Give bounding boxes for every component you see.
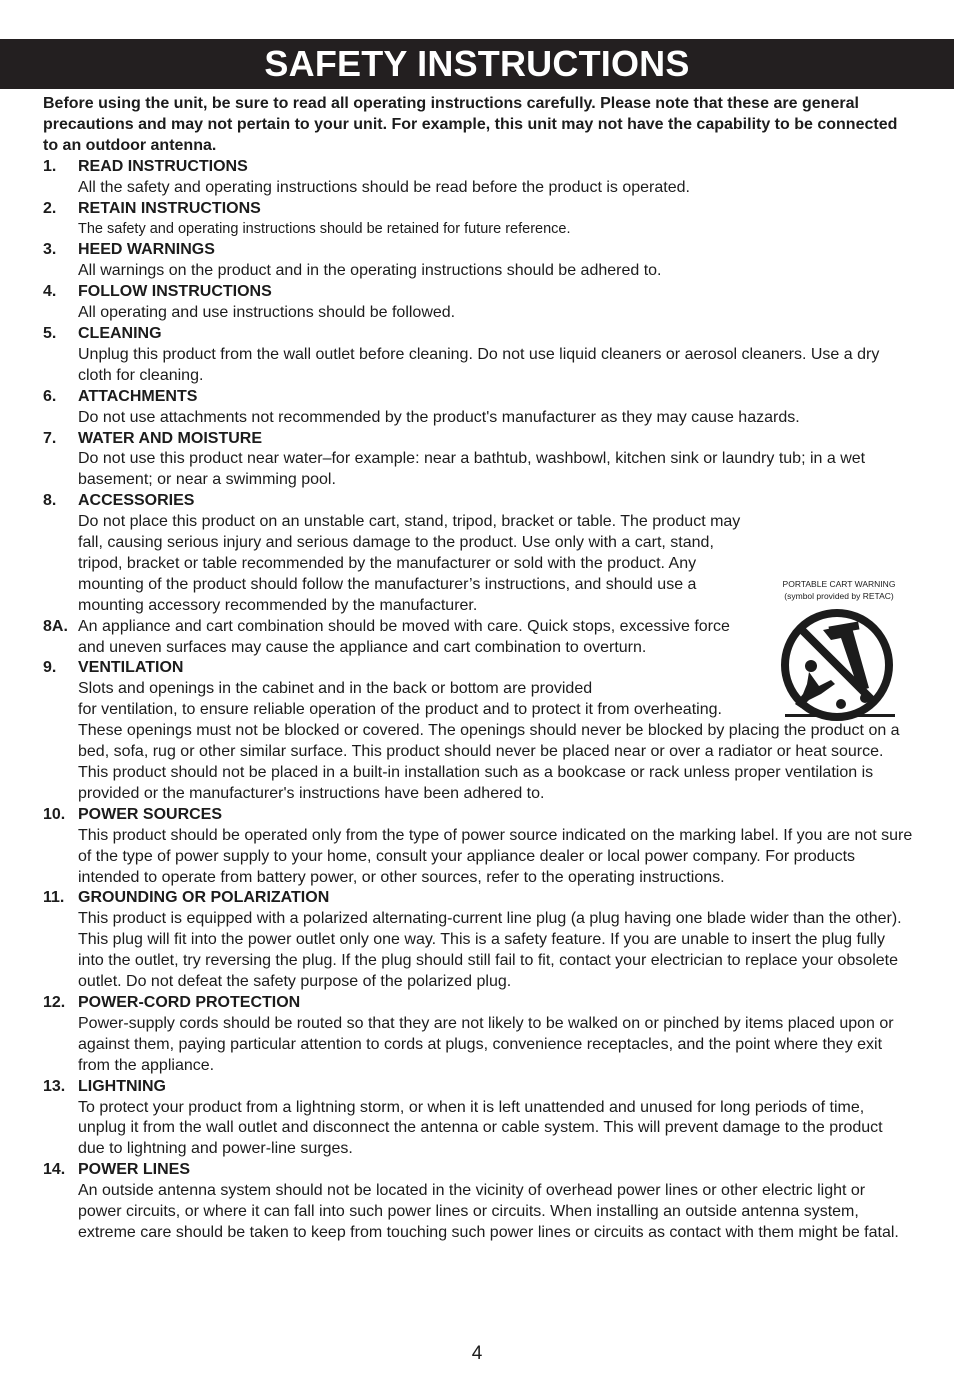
item-number: 5. (43, 324, 57, 342)
item-body: Do not use attachments not recommended by the product's manufacturer as they may cause hazards. (78, 408, 800, 426)
item-number: 9. (43, 659, 57, 677)
title-bar (0, 39, 954, 89)
item-heading: POWER-CORD PROTECTION (78, 993, 301, 1011)
item-heading: RETAIN INSTRUCTIONS (78, 199, 261, 217)
instruction-item-12 (43, 993, 913, 1077)
item-number: 8. (43, 492, 57, 510)
item-number: 11. (43, 889, 65, 907)
intro-paragraph: Before using the unit, be sure to read all operating instructions carefully. Please note that these are general precautions and may not pertain to your unit. For example, this unit may not have the capability to be connected to an outdoor antenna. (43, 95, 898, 154)
item-heading: CLEANING (78, 324, 162, 342)
item-body: Slots and openings in the cabinet and in the back or bottom are provided for ventilation, to ensure reliable operation of the product and to protect it from overheating. These openings must not be blocked or covered. The openings should never be blocked by placing the product on a bed, sofa, rug or other similar surface. This product should never be placed near or over a radiator or heat source. This product should not be placed in a built-in installation such as a bookcase or rack unless proper ventilation is provided or the manufacturer's instructions have been adhered to. (78, 680, 900, 802)
instruction-item-11 (43, 888, 913, 993)
item-body: Unplug this product from the wall outlet before cleaning. Do not use liquid cleaners or aerosol cleaners. Use a dry cloth for cleaning. (78, 345, 880, 384)
item-body: An outside antenna system should not be located in the vicinity of overhead power lines or other electric light or power circuits, or where it can fall into such power lines or circuits. When installing an outside antenna system, extreme care should be taken to keep from touching such power lines or circuits as contact with them might be fatal. (78, 1182, 899, 1241)
item-heading: ACCESSORIES (78, 492, 195, 510)
instruction-item-3 (43, 240, 913, 282)
item-heading: POWER LINES (78, 1161, 191, 1179)
instruction-item-6 (43, 387, 913, 429)
item-body: All the safety and operating instructions should be read before the product is operated. (78, 178, 690, 196)
item-number: 6. (43, 387, 57, 405)
item-number: 3. (43, 241, 57, 259)
item-number: 12. (43, 993, 66, 1011)
item-body: This product is equipped with a polarized alternating-current line plug (a plug having one blade wider than the other). This plug will fit into the power outlet only one way. This is a safety feature. If you are unable to insert the plug fully into the outlet, try reversing the plug. If the plug should still fail to fit, contact your electrician to replace your obsolete outlet. Do not defeat the safety purpose of the polarized plug. (78, 910, 902, 991)
instruction-item-2 (43, 199, 913, 241)
item-heading: ATTACHMENTS (78, 387, 198, 405)
item-number: 10. (43, 805, 66, 823)
item-heading: GROUNDING OR POLARIZATION (78, 889, 330, 907)
item-number: 13. (43, 1077, 66, 1095)
item-number: 2. (43, 199, 57, 217)
item-heading: READ INSTRUCTIONS (78, 157, 248, 175)
item-body: Do not place this product on an unstable cart, stand, tripod, bracket or table. The product may fall, causing serious injury and serious damage to the product. Use only with a cart, stand, tripod, bracket or table recommended by the manufacturer or sold with the product. Any mounting of the product should follow the manufacturer’s instructions, and should use a mounting accessory recommended by the manufacturer. (78, 513, 741, 614)
item-body: The safety and operating instructions should be retained for future reference. (78, 221, 571, 238)
item-body: An appliance and cart combination should be moved with care. Quick stops, excessive force and uneven surfaces may cause the appliance and cart combination to overturn. (78, 617, 730, 656)
page-number: 4 (471, 1343, 483, 1364)
item-number: 7. (43, 429, 57, 447)
item-body: All operating and use instructions should be followed. (78, 304, 456, 322)
instruction-item-5 (43, 324, 913, 387)
figure-caption: PORTABLE CART WARNING (782, 579, 896, 589)
item-body: Power-supply cords should be routed so that they are not likely to be walked on or pinched by items placed upon or against them, paying particular attention to cords at plugs, convenience receptacles, and the point where they exit from the appliance. (78, 1014, 894, 1074)
item-body: To protect your product from a lightning storm, or when it is left unattended and unused for long periods of time, unplug it from the wall outlet and disconnect the antenna or cable system. This will prevent damage to the product due to lightning and power-line surges. (78, 1098, 883, 1158)
item-body: This product should be operated only from the type of power source indicated on the marking label. If you are not sure of the type of power supply to your home, consult your appliance dealer or local power company. For products intended to operate from battery power, or other sources, refer to the operating instructions. (78, 826, 913, 886)
item-number: 4. (43, 283, 57, 301)
figure-credit: (symbol provided by RETAC) (784, 591, 894, 601)
page-title: SAFETY INSTRUCTIONS (264, 43, 690, 84)
item-body: Do not use this product near water–for example: near a bathtub, washbowl, kitchen sink or laundry tub; in a wet basement; or near a swimming pool. (78, 450, 866, 489)
instruction-item-14 (43, 1160, 913, 1244)
item-number: 14. (43, 1161, 66, 1179)
item-heading: WATER AND MOISTURE (78, 429, 262, 447)
item-heading: POWER SOURCES (78, 805, 223, 823)
item-heading: LIGHTNING (78, 1077, 166, 1095)
instruction-item-1 (43, 157, 913, 199)
item-number: 1. (43, 157, 57, 175)
item-number: 8A. (43, 617, 68, 635)
item-heading: HEED WARNINGS (78, 241, 215, 259)
portable-cart-warning-figure (774, 578, 904, 726)
item-heading: FOLLOW INSTRUCTIONS (78, 283, 272, 301)
instruction-item-4 (43, 282, 913, 324)
instruction-item-7 (43, 429, 913, 492)
item-body: All warnings on the product and in the operating instructions should be adhered to. (78, 262, 662, 280)
instruction-item-10 (43, 805, 913, 889)
item-heading: VENTILATION (78, 659, 184, 677)
figure-spacer (607, 658, 757, 698)
instruction-item-13 (43, 1077, 913, 1161)
portable-cart-warning-icon (779, 608, 899, 726)
